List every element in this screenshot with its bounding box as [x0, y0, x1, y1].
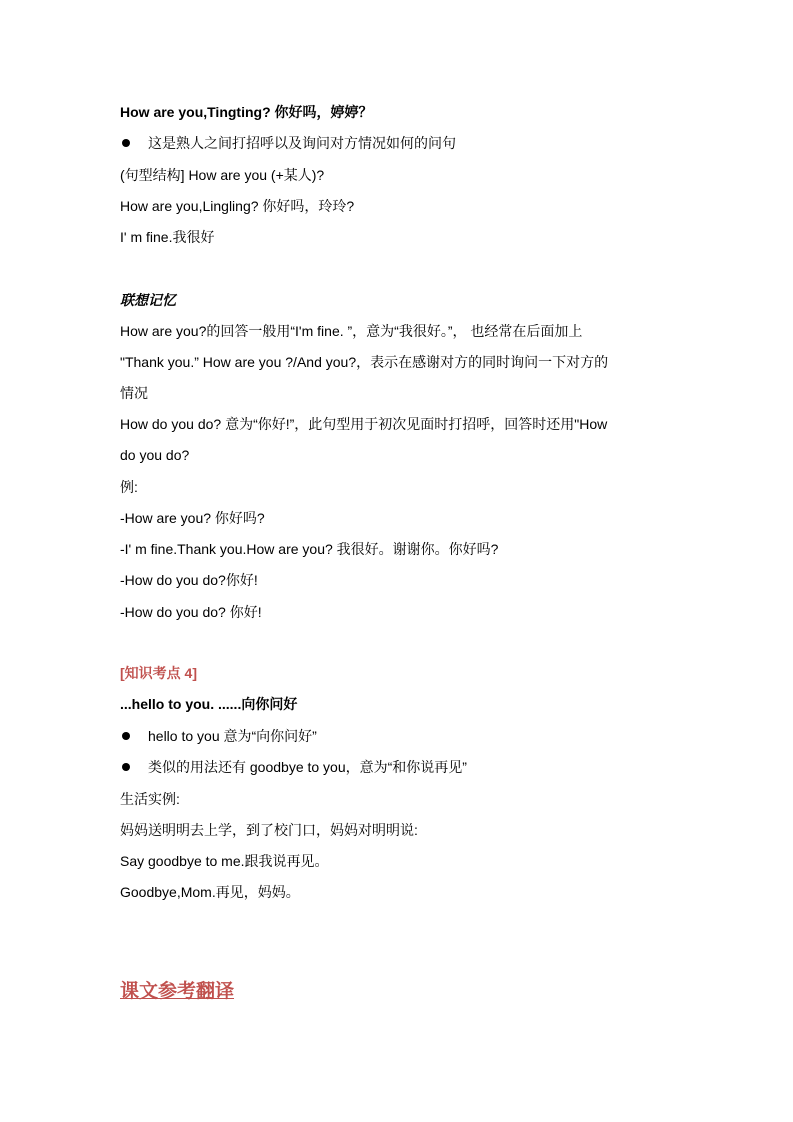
- bullet-dot-icon: [122, 763, 130, 771]
- dialogue-line: -How do you do? 你好!: [120, 604, 262, 620]
- example-label: 例:: [120, 479, 138, 495]
- bullet-item-greeting-explanation: 这是熟人之间打招呼以及询问对方情况如何的问句: [148, 135, 456, 151]
- section-heading-association: 联想记忆: [120, 292, 176, 308]
- dialogue-line: Say goodbye to me.跟我说再见。: [120, 853, 329, 869]
- bullet-item-hello-to-you: hello to you 意为“向你问好”: [148, 728, 317, 744]
- paragraph-line: 情况: [120, 385, 148, 401]
- dialogue-line: -I' m fine.Thank you.How are you? 我很好。谢谢你。你好吗?: [120, 541, 499, 557]
- example-heading-tingting: How are you,Tingting? 你好吗，婷婷？: [120, 104, 373, 120]
- section-heading-text-translation[interactable]: 课文参考翻译: [120, 981, 235, 1002]
- phrase-heading-hello-to-you: ...hello to you. ......向你问好: [120, 696, 298, 712]
- dialogue-line: -How are you? 你好吗?: [120, 510, 265, 526]
- sentence-structure: (句型结构] How are you (+某人)?: [120, 167, 325, 183]
- section-heading-knowledge-point: [知识考点 4]: [120, 665, 197, 681]
- example-lingling: How are you,Lingling? 你好吗，玲玲?: [120, 198, 355, 214]
- paragraph-line: How are you?的回答一般用“I'm fine. ”，意为“我很好。”， 也经常在后面加上: [120, 323, 583, 339]
- bullet-dot-icon: [122, 732, 130, 740]
- paragraph-line: How do you do? 意为“你好!”，此句型用于初次见面时打招呼，回答时还用"How: [120, 416, 608, 432]
- dialogue-line: -How do you do?你好!: [120, 572, 258, 588]
- paragraph-line: "Thank you.” How are you ?/And you?，表示在感谢对方的同时询问一下对方的: [120, 354, 609, 370]
- example-im-fine: I' m fine.我很好: [120, 229, 215, 245]
- paragraph-line: 妈妈送明明去上学，到了校门口，妈妈对明明说:: [120, 822, 418, 838]
- bullet-dot-icon: [122, 139, 130, 147]
- life-example-label: 生活实例:: [120, 791, 180, 807]
- dialogue-line: Goodbye,Mom.再见，妈妈。: [120, 884, 300, 900]
- bullet-item-goodbye-to-you: 类似的用法还有 goodbye to you，意为“和你说再见”: [148, 759, 467, 775]
- paragraph-line: do you do?: [120, 447, 190, 463]
